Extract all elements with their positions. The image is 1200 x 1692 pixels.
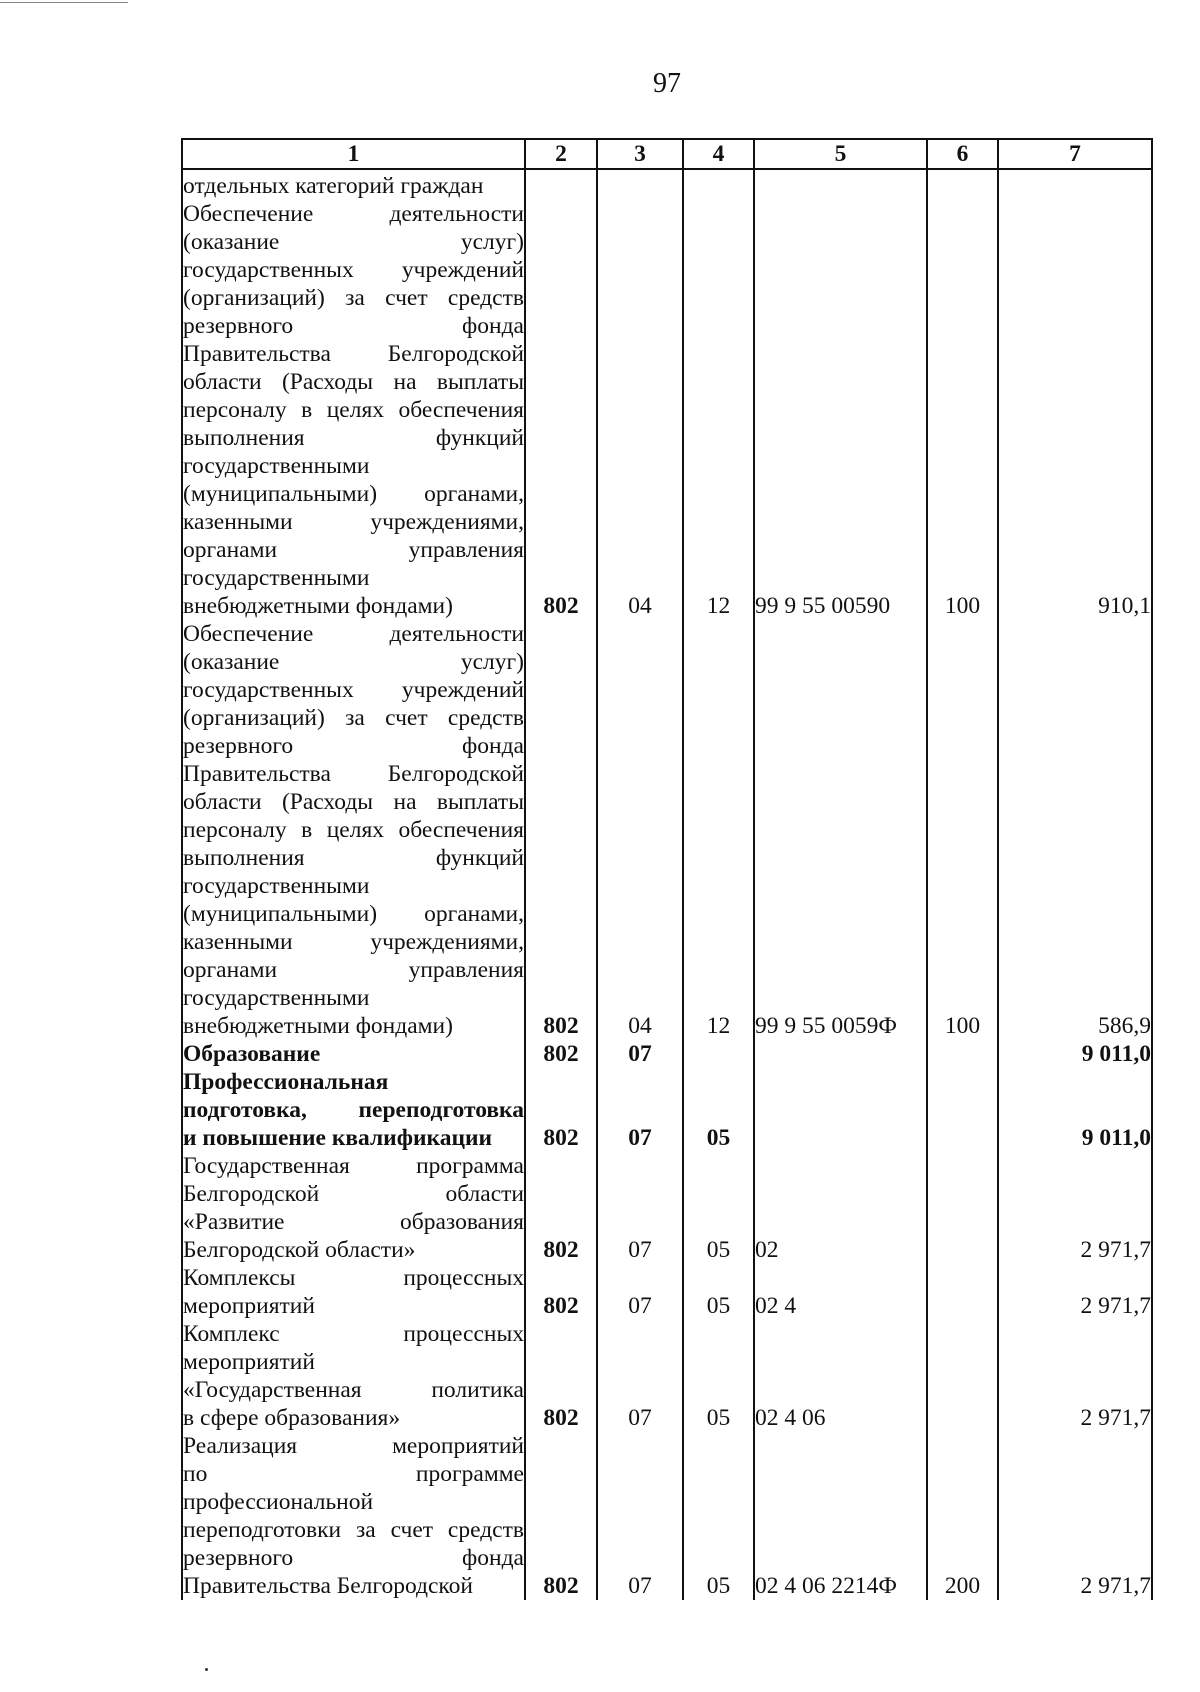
section-code: 07 [597,1152,683,1264]
description-line: по программе [183,1461,524,1487]
description-line: подготовка, переподготовка [183,1097,524,1123]
amount: 9 011,0 [998,1040,1152,1068]
agency-code: 802 [525,1152,597,1264]
description-line: переподготовки за счет средств [183,1517,524,1543]
row-description [182,1320,525,1432]
agency-code: 802 [525,1040,597,1068]
description-line: (оказание услуг) [183,229,524,255]
amount: 586,9 [998,620,1152,1040]
description-line: органами управления [183,537,524,563]
expense-type-code [927,1320,998,1432]
target-article-code [754,169,927,200]
row-description [182,169,525,200]
description-line: государственными [183,453,370,479]
description-line: казенными учреждениями, [183,929,524,955]
description-line: Правительства Белгородской [183,761,524,787]
subsection-code: 05 [683,1068,754,1152]
section-code: 04 [597,620,683,1040]
scan-edge-line [0,2,128,3]
page-number: 97 [653,68,681,99]
table-row [182,169,1152,200]
subsection-code: 05 [683,1152,754,1264]
row-description [182,1152,525,1264]
description-line: Комплекс процессных [183,1321,524,1347]
target-article-code: 02 4 06 2214Ф [754,1432,927,1600]
description-line: Правительства Белгородской [183,1573,473,1599]
section-code: 07 [597,1264,683,1320]
header-col-3: 3 [597,139,683,169]
description-line: Профессиональная [183,1069,389,1095]
description-line: Обеспечение деятельности [183,621,524,647]
header-col-4: 4 [683,139,754,169]
description-line: государственными [183,873,370,899]
description-line: Реализация мероприятий [183,1433,524,1459]
subsection-code: 12 [683,200,754,620]
header-col-6: 6 [927,139,998,169]
expense-type-code: 100 [927,620,998,1040]
section-code: 04 [597,200,683,620]
header-col-1: 1 [182,139,525,169]
target-article-code: 02 4 06 [754,1320,927,1432]
target-article-code [754,1068,927,1152]
description-line: резервного фонда [183,733,524,759]
row-description [182,1068,525,1152]
subsection-code: 05 [683,1432,754,1600]
agency-code: 802 [525,1320,597,1432]
description-line: персоналу в целях обеспечения [183,397,524,423]
amount: 2 971,7 [998,1320,1152,1432]
description-line: Правительства Белгородской [183,341,524,367]
subsection-code: 05 [683,1320,754,1432]
description-line: государственных учреждений [183,257,524,283]
table-row [182,1152,1152,1264]
description-line: казенными учреждениями, [183,509,524,535]
header-col-5: 5 [754,139,927,169]
description-line: «Развитие образования [183,1209,524,1235]
subsection-code: 05 [683,1264,754,1320]
description-line: Белгородской области [183,1181,524,1207]
agency-code: 802 [525,200,597,620]
table-row [182,620,1152,1040]
description-line: внебюджетными фондами) [183,1013,453,1039]
table-row [182,1040,1152,1068]
agency-code: 802 [525,1264,597,1320]
description-line: мероприятий [183,1349,315,1375]
section-code: 07 [597,1040,683,1068]
expense-type-code [927,1040,998,1068]
table-row [182,1320,1152,1432]
description-line: государственных учреждений [183,677,524,703]
description-line: Образование [183,1041,321,1067]
header-col-7: 7 [998,139,1152,169]
description-line: «Государственная политика [183,1377,524,1403]
scan-speck [205,1668,208,1671]
expense-type-code [927,169,998,200]
description-line: персоналу в целях обеспечения [183,817,524,843]
section-code: 07 [597,1068,683,1152]
subsection-code [683,169,754,200]
table-body [182,169,1152,1600]
subsection-code: 12 [683,620,754,1040]
description-line: (муниципальными) органами, [183,901,524,927]
budget-table [181,138,1153,1600]
target-article-code: 02 4 [754,1264,927,1320]
description-line: (оказание услуг) [183,649,524,675]
description-line: (организаций) за счет средств [183,705,524,731]
section-code: 07 [597,1320,683,1432]
section-code [597,169,683,200]
description-line: Белгородской области» [183,1237,416,1263]
description-line: резервного фонда [183,1545,524,1571]
table-row [182,1264,1152,1320]
description-line: (муниципальными) органами, [183,481,524,507]
amount: 9 011,0 [998,1068,1152,1152]
description-line: резервного фонда [183,313,524,339]
amount: 2 971,7 [998,1152,1152,1264]
expense-type-code: 100 [927,200,998,620]
agency-code: 802 [525,1432,597,1600]
header-col-2: 2 [525,139,597,169]
target-article-code: 02 [754,1152,927,1264]
description-line: и повышение квалификации [183,1125,493,1151]
description-line: Государственная программа [183,1153,524,1179]
description-line: выполнения функций [183,425,524,451]
target-article-code: 99 9 55 0059Ф [754,620,927,1040]
row-description [182,620,525,1040]
description-line: мероприятий [183,1293,315,1319]
row-description [182,1264,525,1320]
description-line: Комплексы процессных [183,1265,524,1291]
amount: 2 971,7 [998,1264,1152,1320]
section-code: 07 [597,1432,683,1600]
description-line: отдельных категорий граждан [183,173,484,199]
description-line: профессиональной [183,1489,374,1515]
description-line: области (Расходы на выплаты [183,369,524,395]
subsection-code [683,1040,754,1068]
description-line: области (Расходы на выплаты [183,789,524,815]
description-line: органами управления [183,957,524,983]
amount [998,169,1152,200]
description-line: внебюджетными фондами) [183,593,453,619]
table-row [182,1068,1152,1152]
description-line: в сфере образования» [183,1405,401,1431]
description-line: государственными [183,985,370,1011]
description-line: выполнения функций [183,845,524,871]
expense-type-code [927,1068,998,1152]
expense-type-code: 200 [927,1432,998,1600]
description-line: (организаций) за счет средств [183,285,524,311]
target-article-code: 99 9 55 00590 [754,200,927,620]
expense-type-code [927,1264,998,1320]
amount: 2 971,7 [998,1432,1152,1600]
expense-type-code [927,1152,998,1264]
header-row [182,139,1152,169]
target-article-code [754,1040,927,1068]
row-description [182,1040,525,1068]
row-description [182,200,525,620]
agency-code: 802 [525,620,597,1040]
table-row [182,200,1152,620]
amount: 910,1 [998,200,1152,620]
agency-code [525,169,597,200]
row-description [182,1432,525,1600]
table-row [182,1432,1152,1600]
description-line: Обеспечение деятельности [183,201,524,227]
agency-code: 802 [525,1068,597,1152]
description-line: государственными [183,565,370,591]
